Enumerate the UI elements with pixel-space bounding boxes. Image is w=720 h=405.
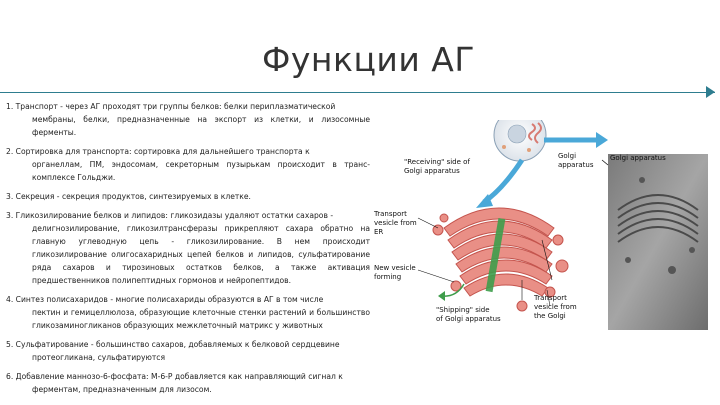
slide-title: Функции АГ xyxy=(262,40,475,79)
list-item xyxy=(6,100,370,139)
electron-micrograph xyxy=(602,154,708,330)
golgi-figure xyxy=(372,120,712,330)
item-first-line: 2. Сортировка для транспорта: сортировка для дальнейшего транспорта к xyxy=(6,147,310,156)
golgi-diagram xyxy=(372,120,712,330)
item-first-line: 6. Добавление маннозо-6-фосфата: М-6-Р добавляется как направляющий сигнал к xyxy=(6,372,343,381)
list-item xyxy=(6,209,370,287)
divider-arrow-icon xyxy=(706,86,715,98)
golgi-label: apparatus xyxy=(558,161,594,169)
new-vesicle-label: forming xyxy=(374,273,402,281)
item-continuation: делигнозилирование, гликозилтрансферазы прикрепляют сахара обратно на главную углеводную цепь - гликозилирование. В нем происходит гликозилирование олигосахаридных цепей белков и липидов, сульфатирование ряда сахаров и тирозиновых остатков белков, а также активация предшественников полипептидных гормонов и нейропептидов. xyxy=(32,224,370,285)
function-list xyxy=(6,100,370,402)
transport-vesicle-er-label: Transport xyxy=(374,210,407,218)
transport-vesicle-golgi-label: the Golgi xyxy=(534,312,566,320)
list-item xyxy=(6,145,370,184)
item-first-line: 4. Синтез полисахаридов - многие полисахариды образуются в АГ в том числе xyxy=(6,295,324,304)
item-continuation: мембраны, белки, предназначенные на экспорт из клетки, и лизосомные ферменты. xyxy=(32,115,370,137)
item-first-line: 3. Гликозилирование белков и липидов: гликозидазы удаляют остатки сахаров - xyxy=(6,211,334,220)
transport-vesicle-er-label: ER xyxy=(374,228,384,236)
list-item xyxy=(6,370,370,396)
list-item xyxy=(6,338,370,364)
cell-inset xyxy=(494,120,546,161)
item-first-line: 3. Секреция - секреция продуктов, синтезируемых в клетке. xyxy=(6,192,251,201)
transport-vesicle-golgi-label: Transport xyxy=(534,294,567,302)
receiving-side-label: Golgi apparatus xyxy=(404,167,460,175)
zoom-arrow-icon xyxy=(484,160,522,202)
golgi-apparatus-em-label: Golgi apparatus xyxy=(610,154,666,162)
shipping-side-label: of Golgi apparatus xyxy=(436,315,501,323)
item-continuation: протеогликана, сульфатируются xyxy=(32,353,166,362)
item-first-line: 5. Сульфатирование - большинство сахаров, добавляемых к белковой сердцевине xyxy=(6,340,340,349)
golgi-label: Golgi xyxy=(558,152,577,160)
title-divider xyxy=(0,92,715,93)
transport-vesicle-er-label: vesicle from xyxy=(374,219,417,227)
item-first-line: 1. Транспорт - через АГ проходят три группы белков: белки периплазматической xyxy=(6,102,336,111)
list-item xyxy=(6,190,370,203)
item-continuation: органеллам, ПМ, эндосомам, секреторным пузырькам происходит в транс-комплексе Гольджи. xyxy=(32,160,370,182)
receiving-side-label: "Receiving" side of xyxy=(404,158,470,166)
list-item xyxy=(6,293,370,332)
shipping-side-label: "Shipping" side xyxy=(436,306,490,314)
new-vesicle-label: New vesicle xyxy=(374,264,416,272)
transport-vesicle-golgi-label: vesicle from xyxy=(534,303,577,311)
item-continuation: ферментам, предназначенным для лизосом. xyxy=(32,385,212,394)
item-continuation: пектин и гемицеллюлоза, образующие клеточные стенки растений и большинство гликозаминогликанов образующих межклеточный матрикс у животных xyxy=(32,308,370,330)
